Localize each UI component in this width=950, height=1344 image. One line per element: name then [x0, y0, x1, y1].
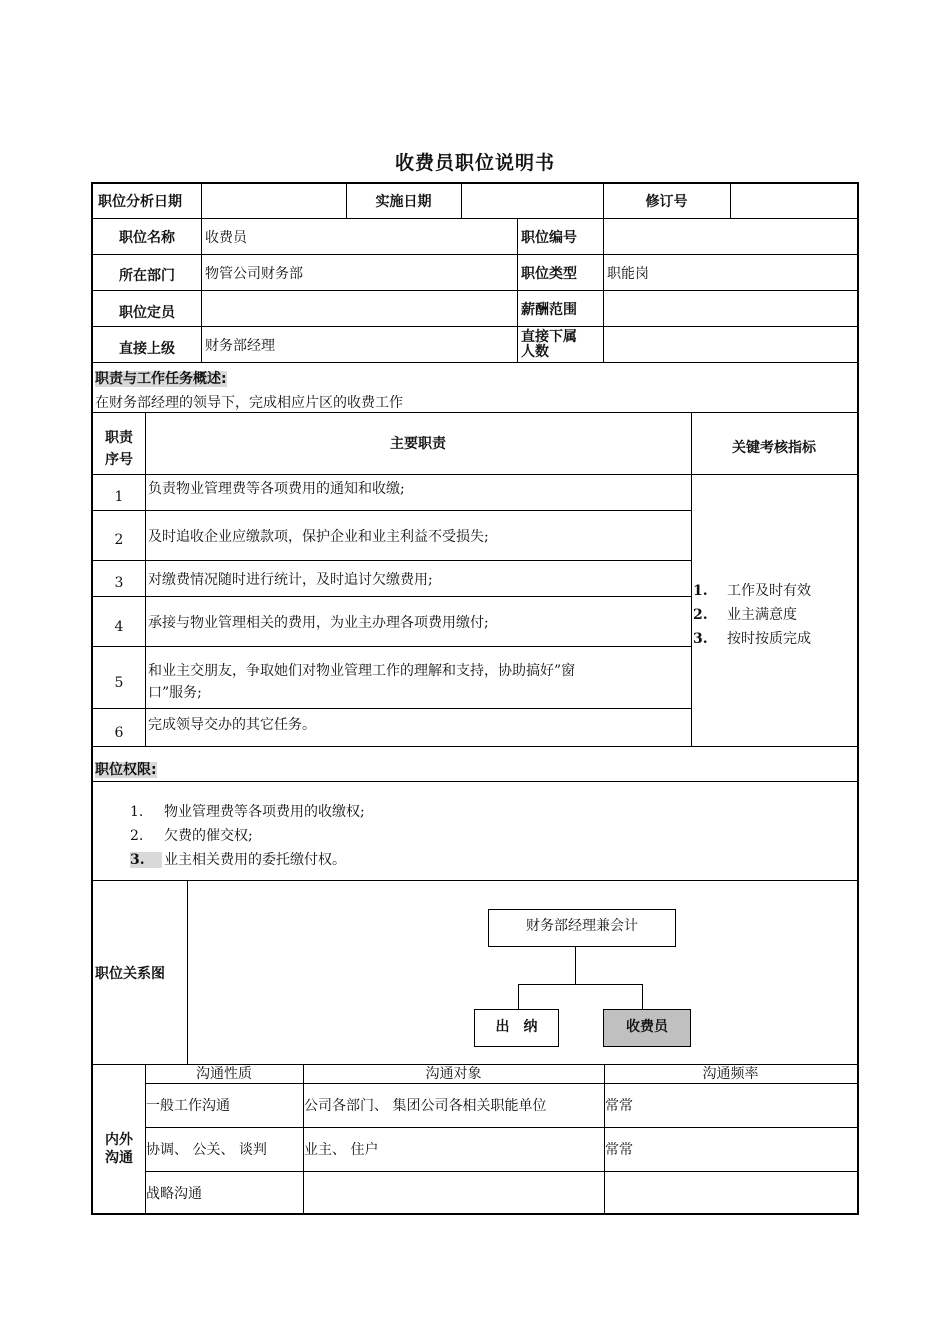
department-label: 所在部门 — [119, 268, 175, 284]
authority-item-2: 2. 欠费的催交权; — [130, 828, 253, 844]
comm-nature-header: 沟通性质 — [196, 1066, 252, 1082]
comm-target-header: 沟通对象 — [425, 1066, 482, 1082]
duty-no: 4 — [114, 619, 124, 635]
relation-label: 职位关系图 — [95, 966, 165, 982]
communication-label: 内外 沟通 — [105, 1132, 133, 1166]
summary-text: 在财务部经理的领导下，完成相应片区的收费工作 — [95, 395, 403, 411]
comm-nature: 战略沟通 — [146, 1186, 202, 1202]
authority-item-3: 3. 业主相关费用的委托缴付权。 — [130, 852, 346, 868]
job-description-table — [91, 182, 859, 1215]
comm-target: 公司各部门、 集团公司各相关职能单位 — [304, 1098, 547, 1114]
duty-no-header: 职责 序号 — [105, 430, 133, 468]
analysis-date-label: 职位分析日期 — [98, 194, 182, 210]
page-title: 收费员职位说明书 — [394, 152, 555, 174]
position-type: 职能岗 — [607, 266, 649, 282]
revision-label: 修订号 — [645, 194, 688, 210]
comm-nature: 一般工作沟通 — [146, 1098, 230, 1114]
org-node-fee-collector: 收费员 — [603, 1009, 691, 1047]
kpi-item-1: 1. 工作及时有效 — [693, 583, 811, 599]
department: 物管公司财务部 — [205, 266, 303, 282]
comm-nature: 协调、 公关、 谈判 — [146, 1142, 267, 1158]
duty-no: 5 — [114, 675, 124, 691]
duty-no: 2 — [114, 532, 124, 548]
salary-label: 薪酬范围 — [521, 302, 577, 318]
duty-text: 对缴费情况随时进行统计，及时追讨欠缴费用; — [148, 572, 433, 588]
org-node-cashier: 出 纳 — [474, 1009, 559, 1047]
kpi-header: 关键考核指标 — [732, 440, 816, 456]
duty-text: 及时追收企业应缴款项，保护企业和业主利益不受损失; — [148, 529, 489, 545]
comm-freq-header: 沟通频率 — [702, 1066, 759, 1082]
main-duties-header: 主要职责 — [390, 436, 446, 452]
duty-no: 3 — [114, 575, 124, 591]
impl-date-label: 实施日期 — [375, 194, 432, 210]
kpi-item-3: 3. 按时按质完成 — [693, 631, 811, 647]
comm-target: 业主、 住户 — [304, 1142, 379, 1158]
superior: 财务部经理 — [205, 338, 275, 354]
headcount-label: 职位定员 — [119, 305, 175, 321]
duty-text: 完成领导交办的其它任务。 — [148, 717, 316, 733]
duty-text: 和业主交朋友，争取她们对物业管理工作的理解和支持，协助搞好”窗 口”服务; — [148, 663, 576, 701]
duty-text: 负责物业管理费等各项费用的通知和收缴; — [148, 481, 405, 497]
subordinates-label: 直接下属 人数 — [521, 329, 577, 360]
authority-label: 职位权限: — [95, 762, 157, 778]
comm-freq: 常常 — [605, 1142, 633, 1158]
comm-freq: 常常 — [605, 1098, 633, 1114]
authority-item-1: 1. 物业管理费等各项费用的收缴权; — [130, 804, 365, 820]
duty-text: 承接与物业管理相关的费用，为业主办理各项费用缴付; — [148, 615, 489, 631]
duty-no: 1 — [114, 489, 124, 505]
position-name-label: 职位名称 — [119, 230, 175, 246]
duty-no: 6 — [114, 725, 124, 741]
position-name: 收费员 — [205, 230, 247, 246]
position-type-label: 职位类型 — [521, 266, 577, 282]
org-node-finance-manager: 财务部经理兼会计 — [488, 909, 676, 947]
superior-label: 直接上级 — [119, 341, 175, 357]
summary-label: 职责与工作任务概述: — [95, 371, 227, 387]
position-code-label: 职位编号 — [521, 230, 577, 246]
kpi-item-2: 2. 业主满意度 — [693, 607, 797, 623]
